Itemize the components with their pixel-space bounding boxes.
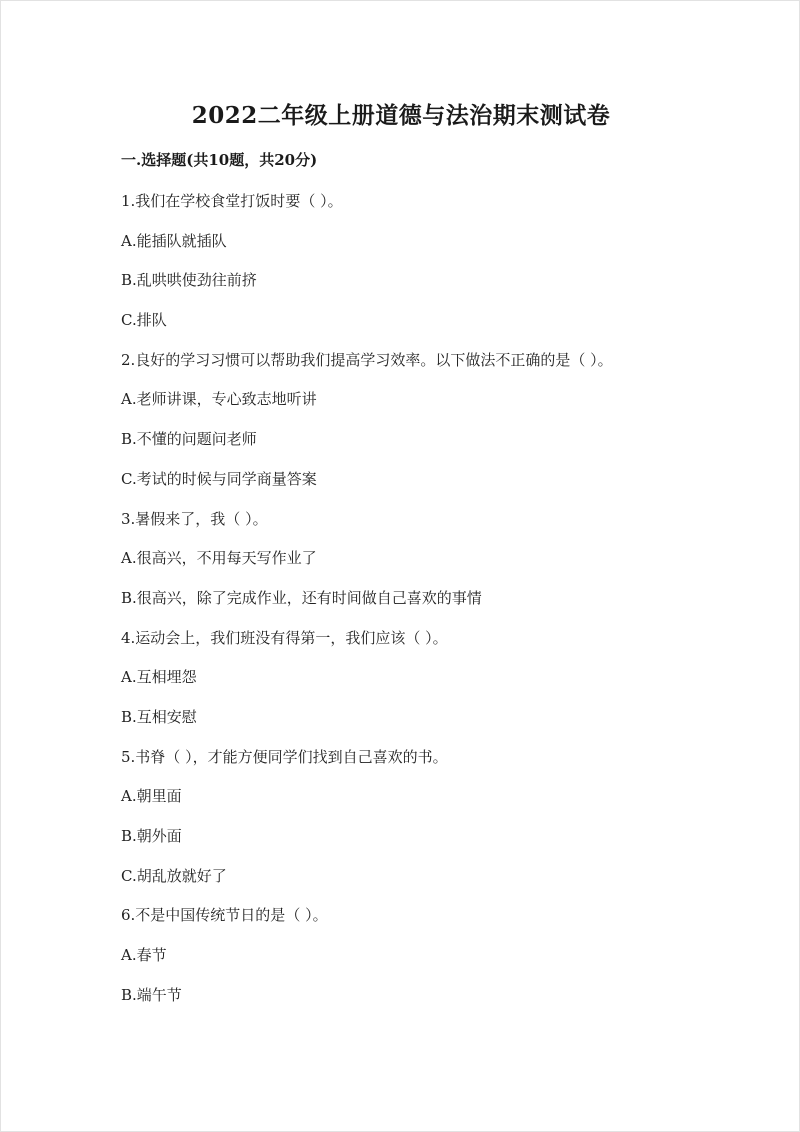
question-3-option-b: B.很高兴，除了完成作业，还有时间做自己喜欢的事情 [121, 588, 482, 607]
question-6-option-a: A.春节 [121, 946, 167, 965]
question-3-option-a: A.很高兴，不用每天写作业了 [121, 549, 317, 568]
question-5-stem: 5.书脊（ ），才能方便同学们找到自己喜欢的书。 [121, 747, 448, 766]
question-2-stem: 2.良好的学习习惯可以帮助我们提高学习效率。以下做法不正确的是（ ）。 [121, 350, 613, 369]
question-1-stem: 1.我们在学校食堂打饭时要（ ）。 [121, 192, 343, 210]
question-1-option-b: B.乱哄哄使劲往前挤 [121, 271, 257, 290]
question-5-option-c: C.胡乱放就好了 [121, 866, 227, 885]
question-5-option-b: B.朝外面 [121, 827, 182, 845]
question-4-option-b: B.互相安慰 [121, 707, 197, 726]
question-list [121, 191, 613, 1024]
question-2-option-c: C.考试的时候与同学商量答案 [121, 469, 317, 488]
section-heading: 一.选择题(共10题，共20分) [121, 151, 318, 169]
question-2-option-b: B.不懂的问题问老师 [121, 430, 257, 449]
question-3-stem: 3.暑假来了，我（ ）。 [121, 509, 268, 528]
question-6-option-b: B.端午节 [121, 985, 182, 1004]
question-4-option-a: A.互相埋怨 [121, 668, 197, 687]
question-1-option-a: A.能插队就插队 [121, 231, 227, 250]
question-6-stem: 6.不是中国传统节日的是（ ）。 [121, 906, 328, 925]
question-5-option-a: A.朝里面 [121, 787, 182, 806]
question-2-option-a: A.老师讲课，专心致志地听讲 [121, 390, 317, 409]
exam-title: 2022二年级上册道德与法治期末测试卷 [191, 102, 611, 129]
question-1-option-c: C.排队 [121, 311, 167, 330]
question-4-stem: 4.运动会上，我们班没有得第一，我们应该（ ）。 [121, 628, 448, 647]
